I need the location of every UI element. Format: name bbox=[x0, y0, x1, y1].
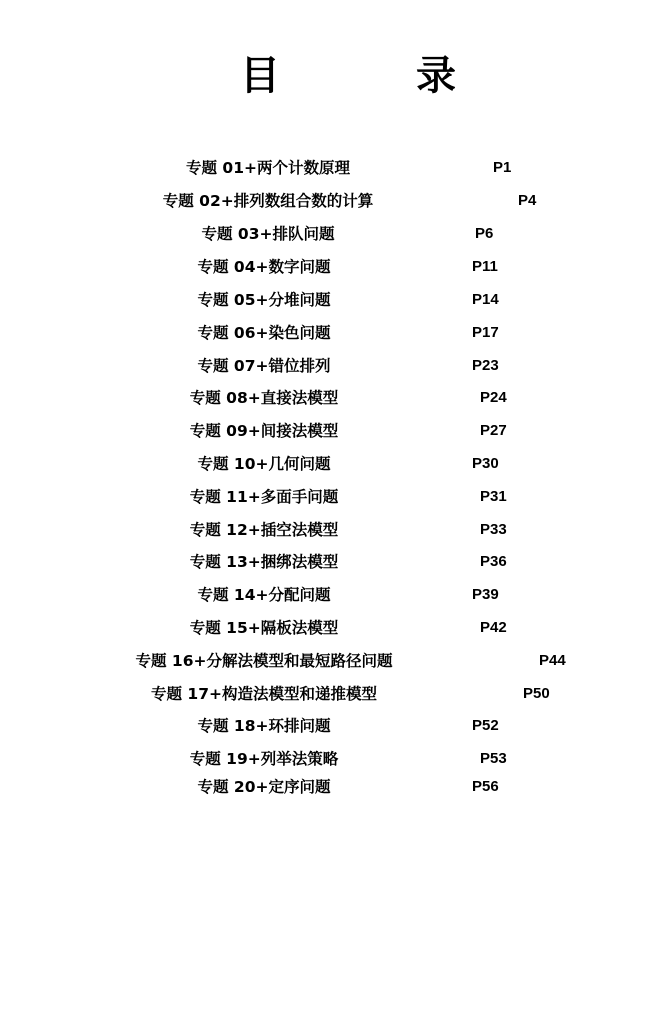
toc-entry[interactable] bbox=[0, 189, 669, 213]
toc-entry-page: P1 bbox=[493, 159, 512, 176]
toc-entry[interactable] bbox=[0, 583, 669, 607]
toc-entry-title: 专题 09+间接法模型 bbox=[189, 422, 339, 440]
toc-entry[interactable] bbox=[0, 714, 669, 738]
toc-entry[interactable] bbox=[0, 649, 669, 673]
toc-entry[interactable] bbox=[0, 255, 669, 279]
toc-entry-title: 专题 17+构造法模型和递推模型 bbox=[151, 685, 377, 703]
toc-entry-title: 专题 16+分解法模型和最短路径问题 bbox=[135, 652, 393, 670]
toc-entry[interactable] bbox=[0, 321, 669, 345]
page-title bbox=[0, 48, 669, 104]
toc-entry-title: 专题 03+排队问题 bbox=[201, 225, 335, 243]
toc-entry-title: 专题 20+定序问题 bbox=[197, 778, 331, 796]
toc-entry[interactable] bbox=[0, 485, 669, 509]
toc-entry[interactable] bbox=[0, 775, 669, 799]
toc-entry-page: P30 bbox=[472, 455, 499, 472]
toc-entry-page: P6 bbox=[475, 225, 494, 242]
toc-entry[interactable] bbox=[0, 354, 669, 378]
toc-entry[interactable] bbox=[0, 747, 669, 771]
toc-entry-title: 专题 10+几何问题 bbox=[197, 455, 331, 473]
title-char-mu: 目 bbox=[240, 52, 280, 99]
toc-entry[interactable] bbox=[0, 452, 669, 476]
toc-entry-page: P4 bbox=[518, 192, 537, 209]
toc-entry-page: P36 bbox=[480, 553, 507, 570]
title-char-lu: 录 bbox=[416, 52, 456, 99]
toc-entry-title: 专题 12+插空法模型 bbox=[189, 521, 339, 539]
toc-entry-page: P42 bbox=[480, 619, 507, 636]
toc-entry-page: P39 bbox=[472, 586, 499, 603]
toc-entry[interactable] bbox=[0, 616, 669, 640]
toc-entry[interactable] bbox=[0, 518, 669, 542]
toc-entry-page: P17 bbox=[472, 324, 499, 341]
toc-entry[interactable] bbox=[0, 682, 669, 706]
toc-entry-title: 专题 11+多面手问题 bbox=[189, 488, 339, 506]
toc-entry-page: P44 bbox=[539, 652, 566, 669]
toc-entry-title: 专题 06+染色问题 bbox=[197, 324, 331, 342]
toc-entry-page: P27 bbox=[480, 422, 507, 439]
toc-entry-title: 专题 14+分配问题 bbox=[197, 586, 331, 604]
toc-entry-page: P53 bbox=[480, 750, 507, 767]
toc-entry-page: P52 bbox=[472, 717, 499, 734]
toc-entry[interactable] bbox=[0, 419, 669, 443]
toc-entry-title: 专题 08+直接法模型 bbox=[189, 389, 339, 407]
toc-entry[interactable] bbox=[0, 550, 669, 574]
toc-entry-title: 专题 19+列举法策略 bbox=[189, 750, 339, 768]
toc-entry-page: P31 bbox=[480, 488, 507, 505]
toc-entry-title: 专题 13+捆绑法模型 bbox=[189, 553, 339, 571]
toc-entry-title: 专题 05+分堆问题 bbox=[197, 291, 331, 309]
toc-entry-page: P11 bbox=[472, 258, 498, 275]
toc-entry-title: 专题 18+环排问题 bbox=[197, 717, 331, 735]
toc-entry-page: P56 bbox=[472, 778, 499, 795]
toc-entry-title: 专题 04+数字问题 bbox=[197, 258, 331, 276]
toc-entry-title: 专题 01+两个计数原理 bbox=[186, 159, 350, 177]
toc-entry-title: 专题 02+排列数组合数的计算 bbox=[162, 192, 374, 210]
toc-entry-page: P14 bbox=[472, 291, 499, 308]
toc-entry-title: 专题 07+错位排列 bbox=[197, 357, 331, 375]
toc-entry[interactable] bbox=[0, 386, 669, 410]
toc-entry[interactable] bbox=[0, 222, 669, 246]
toc-entry-page: P33 bbox=[480, 521, 507, 538]
toc-entry-page: P50 bbox=[523, 685, 550, 702]
toc-entry-page: P23 bbox=[472, 357, 499, 374]
toc-entry-title: 专题 15+隔板法模型 bbox=[189, 619, 339, 637]
toc-entry-page: P24 bbox=[480, 389, 507, 406]
toc-entry[interactable] bbox=[0, 288, 669, 312]
toc-entry[interactable] bbox=[0, 156, 669, 180]
